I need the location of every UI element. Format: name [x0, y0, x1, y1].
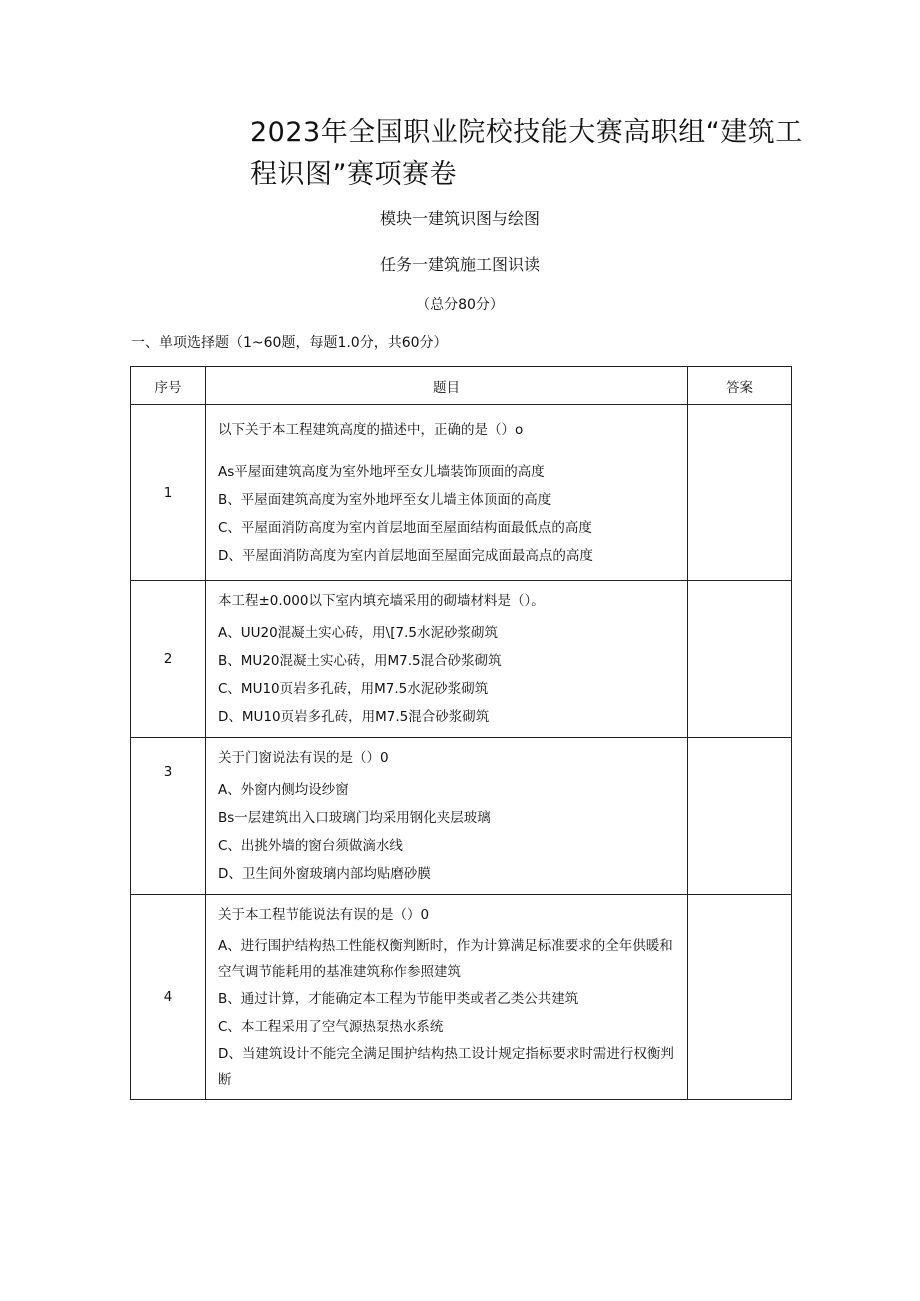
table-header-row: [131, 367, 792, 405]
option-d: D、卫生间外窗玻璃内部均贴磨砂膜: [218, 866, 431, 882]
answer-cell[interactable]: [688, 581, 792, 738]
question-stem: 本工程±0.000以下室内填充墙采用的砌墙材料是（）。: [218, 593, 545, 609]
header-question: 题目: [206, 367, 688, 405]
option-c: C、MU10页岩多孔砖，用M7.5水泥砂浆砌筑: [218, 681, 489, 697]
option-a: As平屋面建筑高度为室外地坪至女儿墙装饰顶面的高度: [218, 463, 545, 480]
option-b: Bs一层建筑出入口玻璃门均采用钢化夹层玻璃: [218, 810, 491, 826]
answer-cell[interactable]: [688, 405, 792, 581]
option-c: C、本工程采用了空气源热泵热水系统: [218, 1019, 444, 1035]
question-body: [206, 581, 688, 738]
option-c: C、出挑外墙的窗台须做滴水线: [218, 838, 403, 854]
header-answer: 答案: [688, 367, 792, 405]
option-a: A、进行围护结构热工性能权衡判断时，作为计算满足标准要求的全年供暖和空气调节能耗用的基准建筑称作参照建筑: [218, 938, 673, 980]
question-number: 2: [131, 581, 206, 738]
answer-cell[interactable]: [688, 738, 792, 895]
question-table: [130, 366, 792, 1100]
option-d: D、平屋面消防高度为室内首层地面至屋面完成面最高点的高度: [218, 547, 593, 564]
question-number: 1: [131, 405, 206, 581]
question-number: 3: [131, 738, 206, 895]
exam-title: 2023年全国职业院校技能大赛高职组“建筑工程识图”赛项赛卷: [250, 117, 803, 190]
table-row: [131, 581, 792, 738]
task-heading: 任务一建筑施工图识读: [379, 255, 540, 274]
total-score: （总分80分）: [416, 297, 504, 313]
module-heading: 模块一建筑识图与绘图: [379, 209, 540, 228]
option-d: D、MU10页岩多孔砖，用M7.5混合砂浆砌筑: [218, 709, 490, 725]
question-stem: 以下关于本工程建筑高度的描述中，正确的是（）o: [218, 421, 524, 438]
option-d: D、当建筑设计不能完全满足围护结构热工设计规定指标要求时需进行权衡判断: [218, 1046, 674, 1088]
table-row: [131, 738, 792, 895]
question-number: 4: [131, 895, 206, 1100]
option-a: A、外窗内侧均设纱窗: [218, 782, 349, 798]
table-row: [131, 405, 792, 581]
question-body: [206, 405, 688, 581]
header-number: 序号: [131, 367, 206, 405]
option-b: B、MU20混凝土实心砖，用M7.5混合砂浆砌筑: [218, 653, 502, 669]
question-body: [206, 738, 688, 895]
question-stem: 关于门窗说法有误的是（）0: [218, 750, 389, 766]
option-b: B、通过计算，才能确定本工程为节能甲类或者乙类公共建筑: [218, 991, 579, 1007]
table-row: [131, 895, 792, 1100]
answer-cell[interactable]: [688, 895, 792, 1100]
option-a: A、UU20混凝土实心砖，用\[7.5水泥砂浆砌筑: [218, 625, 498, 641]
option-c: C、平屋面消防高度为室内首层地面至屋面结构面最低点的高度: [218, 519, 592, 536]
question-stem: 关于本工程节能说法有误的是（）0: [218, 907, 430, 923]
section-heading: 一、单项选择题（1~60题，每题1.0分，共60分）: [131, 335, 448, 351]
question-body: [206, 895, 688, 1100]
option-b: B、平屋面建筑高度为室外地坪至女儿墙主体顶面的高度: [218, 491, 552, 508]
